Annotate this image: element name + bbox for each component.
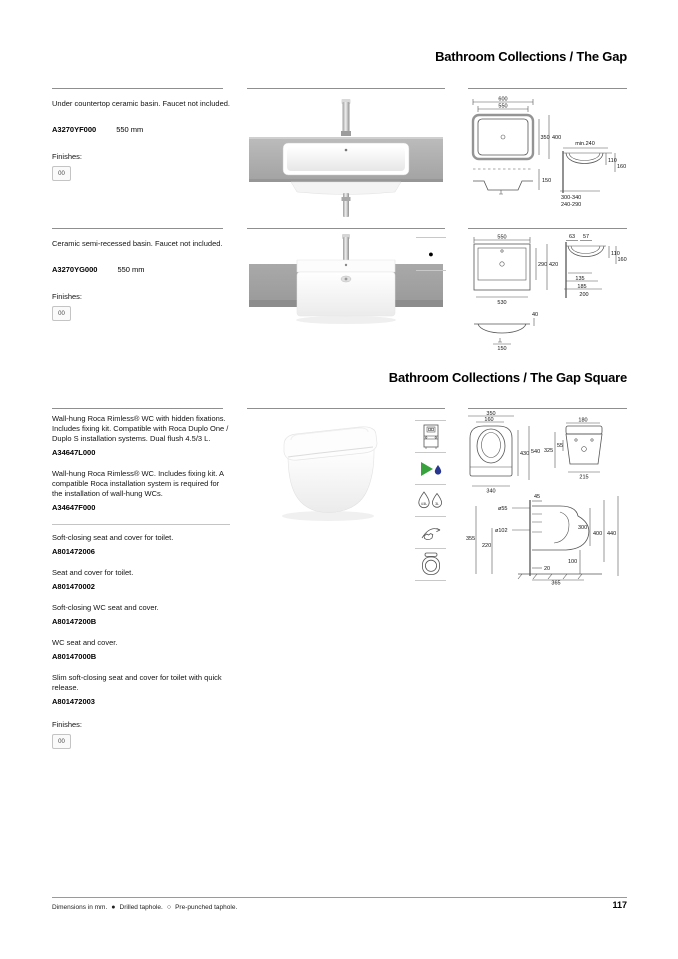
product-description: Soft-closing seat and cover for toilet. [52,533,174,542]
tech-drawing-undercounter [468,95,627,207]
dim-label: 430 [520,451,530,457]
dim-label: 110 [608,158,617,164]
product-description: Wall-hung Roca Rimless® WC with hidden fixations. Includes fixing kit. Compatible with Roca Duplo One / Duplo S installation systems. Dual flush 4.5/3 L. [52,414,229,443]
drilled-taphole-icon: ● [111,904,116,911]
product-description: Soft-closing WC seat and cover. [52,603,159,612]
rimless-clean-icon [415,516,446,548]
finishes-label: Finishes: [52,720,83,729]
product-code: A3270YG000 [52,265,98,274]
drilled-taphole-icon: ● [428,249,434,259]
product-code: A34647L000 [52,448,96,457]
dim-label: 220 [482,543,492,549]
tech-drawing-semirecessed [468,232,627,350]
column-rule [247,228,445,229]
product-code: A34647F000 [52,503,96,512]
product-description: WC seat and cover. [52,638,118,647]
dim-label: 365 [551,580,561,585]
dim-label: 290 [538,262,548,268]
column-rule [52,88,223,89]
finish-chip: 00 [52,306,71,321]
column-rule [468,408,627,409]
finish-chip: 00 [52,166,71,181]
section-title-the-gap: Bathroom Collections / The Gap [435,49,627,64]
footer-legend [52,904,237,911]
dim-label: ø102 [495,528,508,534]
installation-system-icon [415,420,446,452]
seat-cover-icon [415,548,446,581]
eco-dual-flush-icon [415,452,446,484]
dim-label: 540 [531,449,541,455]
dim-label: 45 [534,494,541,500]
product-photo-undercounter-basin [247,93,445,223]
dim-label: 110 [611,251,620,257]
flush-eco-label: 3L [435,502,439,506]
product-semirecessed-text [52,239,230,321]
wc-item [52,673,230,706]
dim-label: 600 [498,96,508,103]
dim-label: 40 [532,312,539,318]
dimensions-note: Dimensions in mm. [52,904,108,911]
dim-label: 240-290 [561,202,582,207]
product-code-row [52,265,230,274]
dim-label: 355 [466,536,476,542]
product-size: 550 mm [116,125,144,134]
dim-label: 63 [568,234,576,240]
dim-label: 150 [497,346,507,350]
dim-label: 160 [617,164,627,170]
flush-full-label: 4.5L [420,502,428,506]
prepunched-taphole-label: Pre-punched taphole. [175,904,238,911]
dim-label: 325 [544,448,554,454]
wc-item [52,568,230,591]
wc-item [52,469,230,512]
footer-rule [52,897,627,898]
dim-label: 57 [582,234,590,240]
dim-label: 340 [486,488,496,495]
wc-item [52,533,230,556]
dim-label: 150 [542,178,552,184]
column-rule [52,228,223,229]
product-code: A80147200B [52,617,97,626]
dim-label: 160 [484,417,494,423]
dim-label: 440 [607,531,617,537]
dim-label: 400 [593,531,603,537]
dim-label: 160 [617,257,627,263]
dim-label: 135 [575,276,585,282]
page-number: 117 [612,900,627,910]
finish-chip: 00 [52,734,71,749]
section-title-the-gap-square: Bathroom Collections / The Gap Square [388,370,627,385]
dim-label: 350 [486,410,496,417]
column-rule [468,88,627,89]
product-photo-wall-hung-wc [258,409,402,526]
wc-item [52,414,230,457]
dim-label: 20 [544,566,551,572]
product-code: A801470002 [52,582,95,591]
product-undercounter-text [52,99,230,181]
dim-label: 350 [540,135,550,141]
wc-item [52,638,230,661]
finishes-label: Finishes: [52,152,83,161]
column-rule [247,88,445,89]
tech-drawing-wc [462,410,628,585]
dim-label: 215 [579,474,589,481]
prepunched-taphole-icon: ○ [166,904,172,911]
feature-icons-column [415,420,446,581]
dim-label: 200 [579,292,589,298]
dim-label: 400 [552,135,562,141]
dim-label: 100 [568,559,578,565]
drilled-taphole-label: Drilled taphole. [119,904,163,911]
gap-square-text [52,414,230,749]
column-rule [468,228,627,229]
list-separator [52,524,230,525]
product-code: A80147000B [52,652,97,661]
product-description: Seat and cover for toilet. [52,568,134,577]
product-code-row [52,125,230,134]
dim-label: 530 [497,300,507,306]
taphole-indicator [416,237,446,271]
dim-label: 420 [549,262,559,268]
product-description: Ceramic semi-recessed basin. Faucet not included. [52,239,223,248]
product-description: Wall-hung Roca Rimless® WC. Includes fixing kit. A compatible Roca installation system is required for the installation of wall-hung WCs. [52,469,224,498]
dim-label: ø55 [498,506,508,512]
dim-label: 180 [578,417,588,424]
dim-label: min.240 [575,141,595,147]
column-rule [52,408,223,409]
flush-volumes-icon [415,484,446,516]
product-size: 550 mm [117,265,145,274]
dim-label: 550 [497,234,507,241]
product-code: A3270YF000 [52,125,97,134]
product-description: Slim soft-closing seat and cover for toilet with quick release. [52,673,222,692]
product-code: A801472006 [52,547,95,556]
dim-label: 550 [498,103,508,110]
dim-label: 185 [577,284,587,290]
dim-label: 55 [557,443,564,449]
dim-label: 300 [578,525,588,531]
product-code: A801472003 [52,697,95,706]
product-description: Under countertop ceramic basin. Faucet not included. [52,99,231,108]
dim-label: 300-340 [561,195,582,201]
wc-item [52,603,230,626]
finishes-label: Finishes: [52,292,83,301]
indicator-line [416,270,446,271]
